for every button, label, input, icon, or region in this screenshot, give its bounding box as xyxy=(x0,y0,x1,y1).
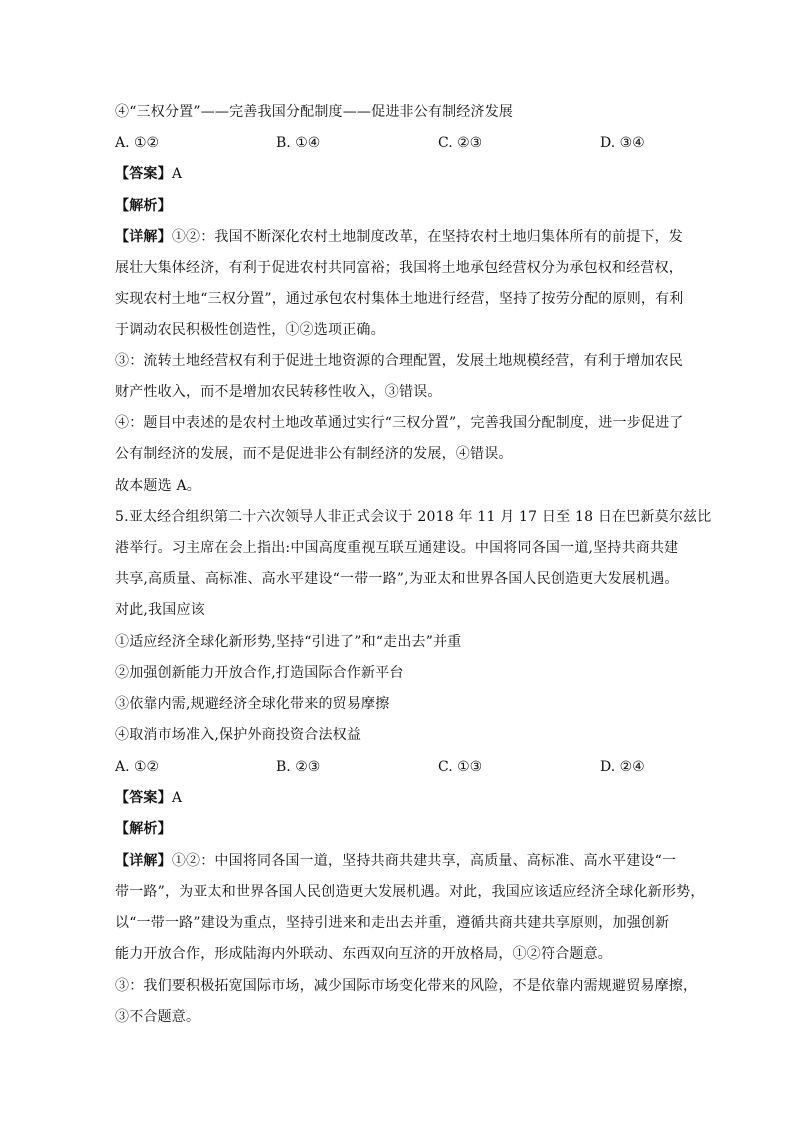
q5-detail-line: 【详解】①②：中国将同各国一道，坚持共商共建共享，高质量、高标准、高水平建设“一 xyxy=(115,853,677,869)
q4-detail-line: ③：流转土地经营权有利于促进土地资源的合理配置，发展土地规模经营，有利于增加农民 xyxy=(115,353,683,369)
q4-detail-line: 【详解】①②：我国不断深化农村土地制度改革，在坚持农村土地归集体所有的前提下，发 xyxy=(115,229,684,245)
q5-detail-line: 带一路”，为亚太和世界各国人民创造更大发展机遇。对此，我国应该适应经济全球化新形势， xyxy=(115,884,705,900)
q4-option-d: D. ③④ xyxy=(600,135,645,151)
q4-detail-line: ④：题目中表述的是农村土地改革通过实行“三权分置”，完善我国分配制度，进一步促进了 xyxy=(115,415,684,431)
q5-detail-line: ③不合题意。 xyxy=(115,1009,201,1025)
answer-value: A xyxy=(171,790,183,806)
q4-conclusion: 故本题选 A。 xyxy=(115,478,201,494)
q5-stem-line: 港举行。习主席在会上指出:中国高度重视互联互通建设。中国将同各国一道,坚持共商共建 xyxy=(115,540,679,556)
q4-item-4: ④“三权分置”——完善我国分配制度——促进非公有制经济发展 xyxy=(115,104,514,120)
q4-detail-line: 展壮大集体经济，有利于促进农村共同富裕；我国将土地承包经营权分为承包权和经营权， xyxy=(115,260,683,276)
q4-option-b: B. ①④ xyxy=(276,135,321,151)
q5-answer xyxy=(115,788,685,808)
q4-detail-line: 公有制经济的发展，而不是促进非公有制经济的发展，④错误。 xyxy=(115,446,513,462)
q5-analysis-label: 【解析】 xyxy=(115,821,172,837)
q5-detail-line: 能力开放合作，形成陆海内外联动、东西双向互济的开放格局，①②符合题意。 xyxy=(115,946,612,962)
answer-label: 【答案】 xyxy=(115,790,172,806)
q5-option-b: B. ②③ xyxy=(276,759,321,775)
q5-stem-line: 共享,高质量、高标准、高水平建设“一带一路”,为亚太和世界各国人民创造更大发展机遇。 xyxy=(115,571,679,587)
q5-option-d: D. ②④ xyxy=(600,759,645,775)
q4-answer xyxy=(115,164,685,184)
detail-label: 【详解】 xyxy=(115,853,172,869)
q5-option-c: C. ①③ xyxy=(438,759,483,775)
q4-option-c: C. ②③ xyxy=(438,135,483,151)
q4-option-a: A. ①② xyxy=(115,135,160,151)
q5-item-1: ①适应经济全球化新形势,坚持“引进了”和“走出去”并重 xyxy=(115,634,462,650)
answer-label: 【答案】 xyxy=(115,166,172,182)
q4-detail-line: 实现农村土地“三权分置”，通过承包农村集体土地进行经营，坚持了按劳分配的原则，有利 xyxy=(115,291,684,307)
q5-item-2: ②加强创新能力开放合作,打造国际合作新平台 xyxy=(115,665,404,681)
answer-value: A xyxy=(171,166,183,182)
q5-detail-line: ③：我们要积极拓宽国际市场，减少国际市场变化带来的风险，不是依靠内需规避贸易摩擦， xyxy=(115,978,698,994)
q5-item-3: ③依靠内需,规避经济全球化带来的贸易摩擦 xyxy=(115,696,390,712)
q5-detail-line: 以“一带一路”建设为重点，坚持引进来和走出去并重，遵循共商共建共享原则，加强创新 xyxy=(115,915,670,931)
detail-label: 【详解】 xyxy=(115,229,172,245)
q5-item-4: ④取消市场准入,保护外商投资合法权益 xyxy=(115,727,362,743)
q5-stem-line: 对此,我国应该 xyxy=(115,602,205,618)
q4-detail-line: 财产性收入，而不是增加农民转移性收入，③错误。 xyxy=(115,384,442,400)
q4-detail-line: 于调动农民积极性创造性，①②选项正确。 xyxy=(115,322,385,338)
q5-option-a: A. ①② xyxy=(115,759,160,775)
q4-analysis-label: 【解析】 xyxy=(115,198,172,214)
q5-stem-line: 5.亚太经合组织第二十六次领导人非正式会议于 2018 年 11 月 17 日至 18 日在巴新莫尔兹比 xyxy=(115,509,712,525)
